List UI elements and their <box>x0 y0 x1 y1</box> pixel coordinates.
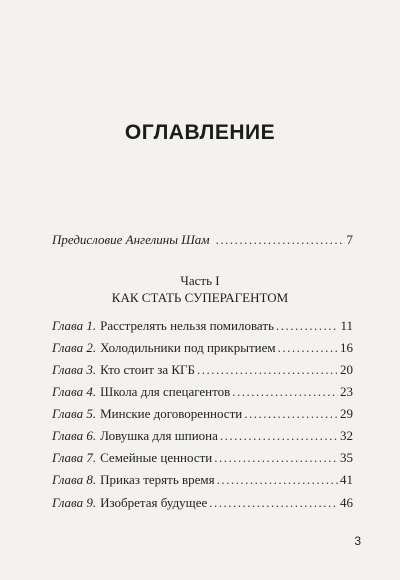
page-ref: 11 <box>340 318 353 333</box>
chapter-label: Глава 4. <box>52 384 97 399</box>
toc-entry-preface[interactable] <box>52 232 353 248</box>
chapter-label: Глава 5. <box>52 406 97 421</box>
chapter-label: Глава 2. <box>52 340 97 355</box>
toc-entry-chapter[interactable] <box>52 318 353 334</box>
page-number: 3 <box>354 534 361 548</box>
toc-entry-chapter[interactable] <box>52 495 353 511</box>
toc-entry-chapter[interactable] <box>52 472 353 488</box>
toc-entry-chapter[interactable] <box>52 362 353 378</box>
chapter-title: Расстрелять нельзя помиловать <box>100 318 274 333</box>
chapter-title: Школа для спецагентов <box>100 384 231 399</box>
preface-label: Предисловие Ангелины Шам <box>52 232 210 247</box>
page-ref: 16 <box>340 340 353 355</box>
toc-entry-chapter[interactable] <box>52 428 353 444</box>
chapter-label: Глава 1. <box>52 318 97 333</box>
page-title: ОГЛАВЛЕНИЕ <box>124 121 276 144</box>
toc-entry-chapter[interactable] <box>52 384 353 400</box>
chapter-label: Глава 8. <box>52 472 97 487</box>
chapter-title: Холодильники под прикрытием <box>100 340 276 355</box>
chapter-title: Минские договоренности <box>100 406 243 421</box>
dot-leader <box>217 472 338 488</box>
chapter-label: Глава 9. <box>52 495 97 510</box>
page-ref: 46 <box>340 495 353 510</box>
chapter-title: Кто стоит за КГБ <box>100 362 196 377</box>
dot-leader <box>244 406 338 422</box>
dot-leader <box>197 362 338 378</box>
chapter-title: Семейные ценности <box>100 450 213 465</box>
part-number: Часть I <box>180 273 220 288</box>
page-ref: 23 <box>340 384 353 399</box>
toc-entry-chapter[interactable] <box>52 406 353 422</box>
dot-leader <box>216 232 345 248</box>
dot-leader <box>214 450 338 466</box>
chapter-title: Приказ терять время <box>100 472 215 487</box>
toc-entry-chapter[interactable] <box>52 340 353 356</box>
chapter-title: Ловушка для шпиона <box>100 428 218 443</box>
dot-leader <box>220 428 338 444</box>
page-ref: 32 <box>340 428 353 443</box>
page-ref: 20 <box>340 362 353 377</box>
chapter-title: Изобретая будущее <box>100 495 208 510</box>
chapter-label: Глава 3. <box>52 362 97 377</box>
chapter-label: Глава 6. <box>52 428 97 443</box>
page-ref: 35 <box>340 450 353 465</box>
page-ref: 7 <box>346 232 353 247</box>
dot-leader <box>209 495 338 511</box>
part-title: КАК СТАТЬ СУПЕРАГЕНТОМ <box>111 290 289 305</box>
toc-entry-chapter[interactable] <box>52 450 353 466</box>
page-ref: 41 <box>340 472 353 487</box>
dot-leader <box>276 318 339 334</box>
chapter-label: Глава 7. <box>52 450 97 465</box>
dot-leader <box>278 340 338 356</box>
dot-leader <box>232 384 338 400</box>
page-ref: 29 <box>340 406 353 421</box>
